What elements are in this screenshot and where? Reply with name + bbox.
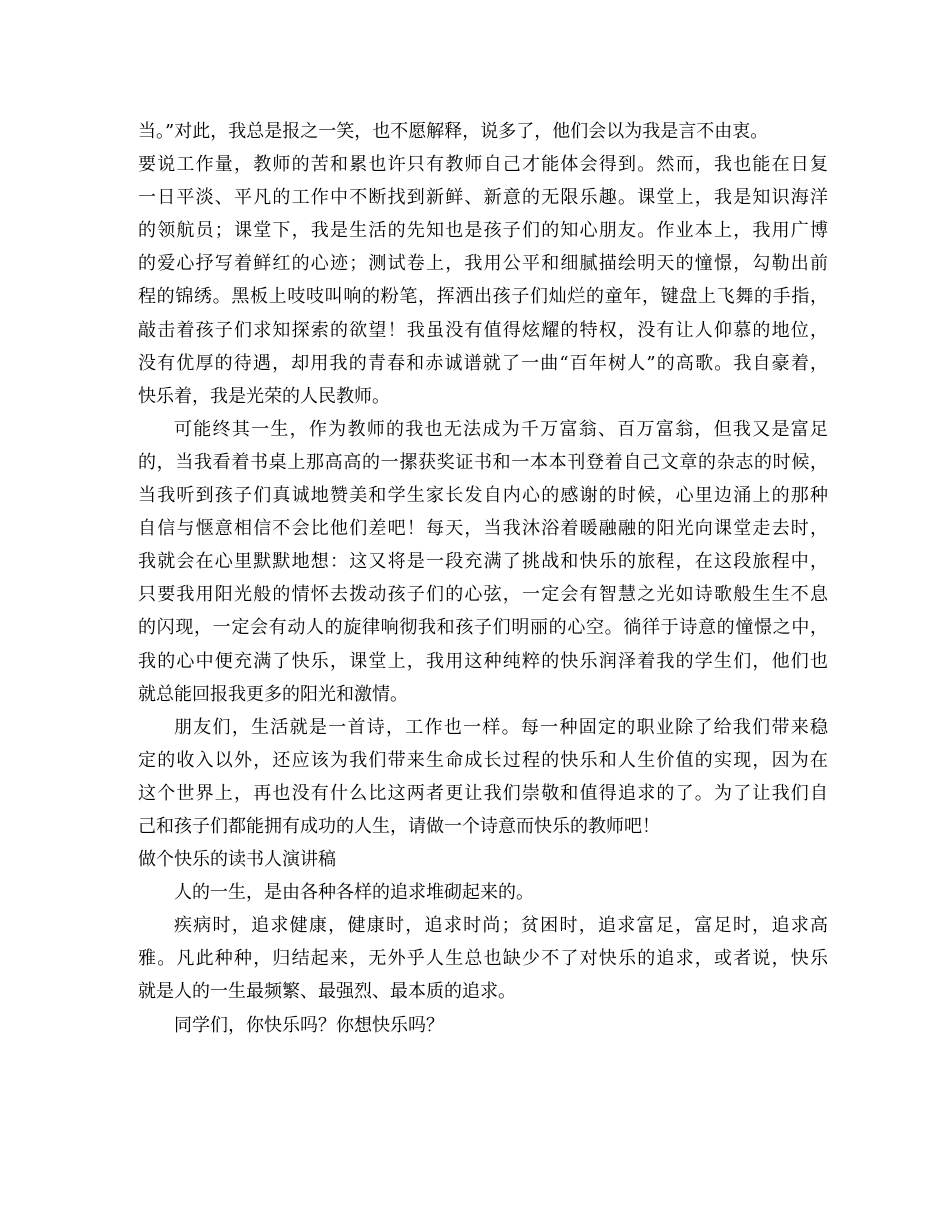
text-line: 的爱心抒写着鲜红的心迹；测试卷上，我用公平和细腻描绘明天的憧憬，勾勒出前 bbox=[138, 253, 828, 275]
text-line: 快乐着，我是光荣的人民教师。 bbox=[138, 385, 390, 407]
text-line: 的领航员；课堂下，我是生活的先知也是孩子们的知心朋友。作业本上，我用广博 bbox=[138, 220, 828, 242]
text-line: 我就会在心里默默地想：这又将是一段充满了挑战和快乐的旅程，在这段旅程中， bbox=[138, 551, 828, 573]
text-line: 当我听到孩子们真诚地赞美和学生家长发自内心的感谢的时候，心里边涌上的那种 bbox=[138, 485, 828, 507]
paragraph-first-line: 人的一生，是由各种各样的追求堆砌起来的。 bbox=[174, 882, 534, 904]
text-line: 就总能回报我更多的阳光和激情。 bbox=[138, 683, 408, 705]
text-line: 当。”对此，我总是报之一笑，也不愿解释，说多了，他们会以为我是言不由衷。 bbox=[138, 121, 769, 142]
text-line: 雅。凡此种种，归结起来，无外乎人生总也缺少不了对快乐的追求，或者说，快乐 bbox=[138, 948, 828, 970]
text-line: 没有优厚的待遇，却用我的青春和赤诚谱就了一曲“百年树人”的高歌。我自豪着， bbox=[138, 352, 828, 374]
text-line: 自信与惬意相信不会比他们差吧！每天，当我沐浴着暖融融的阳光向课堂走去时， bbox=[138, 518, 828, 540]
text-line: 这个世界上，再也没有什么比这两者更让我们崇敬和值得追求的了。为了让我们自 bbox=[138, 782, 828, 804]
text-line: 己和孩子们都能拥有成功的人生，请做一个诗意而快乐的教师吧！ bbox=[138, 815, 660, 837]
text-line: 定的收入以外，还应该为我们带来生命成长过程的快乐和人生价值的实现，因为在 bbox=[138, 749, 828, 771]
text-line: 一日平淡、平凡的工作中不断找到新鲜、新意的无限乐趣。课堂上，我是知识海洋 bbox=[138, 187, 828, 209]
section-heading: 做个快乐的读书人演讲稿 bbox=[138, 849, 336, 871]
paragraph-first-line: 同学们，你快乐吗？你想快乐吗？ bbox=[174, 1014, 444, 1036]
paragraph-first-line: 疾病时，追求健康，健康时，追求时尚；贫困时，追求富足，富足时，追求高 bbox=[174, 915, 828, 937]
document-page bbox=[138, 115, 828, 1042]
text-line: 的，当我看着书桌上那高高的一摞获奖证书和一本本刊登着自己文章的杂志的时候， bbox=[138, 451, 828, 473]
text-line: 的闪现，一定会有动人的旋律响彻我和孩子们明丽的心空。徜徉于诗意的憧憬之中， bbox=[138, 617, 828, 639]
text-line: 就是人的一生最频繁、最强烈、最本质的追求。 bbox=[138, 981, 516, 1003]
text-line: 敲击着孩子们求知探索的欲望！我虽没有值得炫耀的特权，没有让人仰慕的地位， bbox=[138, 319, 828, 341]
paragraph-first-line: 可能终其一生，作为教师的我也无法成为千万富翁、百万富翁，但我又是富足 bbox=[174, 418, 828, 440]
text-line: 要说工作量，教师的苦和累也许只有教师自己才能体会得到。然而，我也能在日复 bbox=[138, 154, 828, 176]
paragraph-first-line: 朋友们，生活就是一首诗，工作也一样。每一种固定的职业除了给我们带来稳 bbox=[174, 716, 828, 738]
text-line: 程的锦绣。黑板上吱吱叫响的粉笔，挥洒出孩子们灿烂的童年，键盘上飞舞的手指， bbox=[138, 286, 828, 308]
text-line: 我的心中便充满了快乐，课堂上，我用这种纯粹的快乐润泽着我的学生们，他们也 bbox=[138, 650, 828, 672]
text-line: 只要我用阳光般的情怀去拨动孩子们的心弦，一定会有智慧之光如诗歌般生生不息 bbox=[138, 584, 828, 606]
